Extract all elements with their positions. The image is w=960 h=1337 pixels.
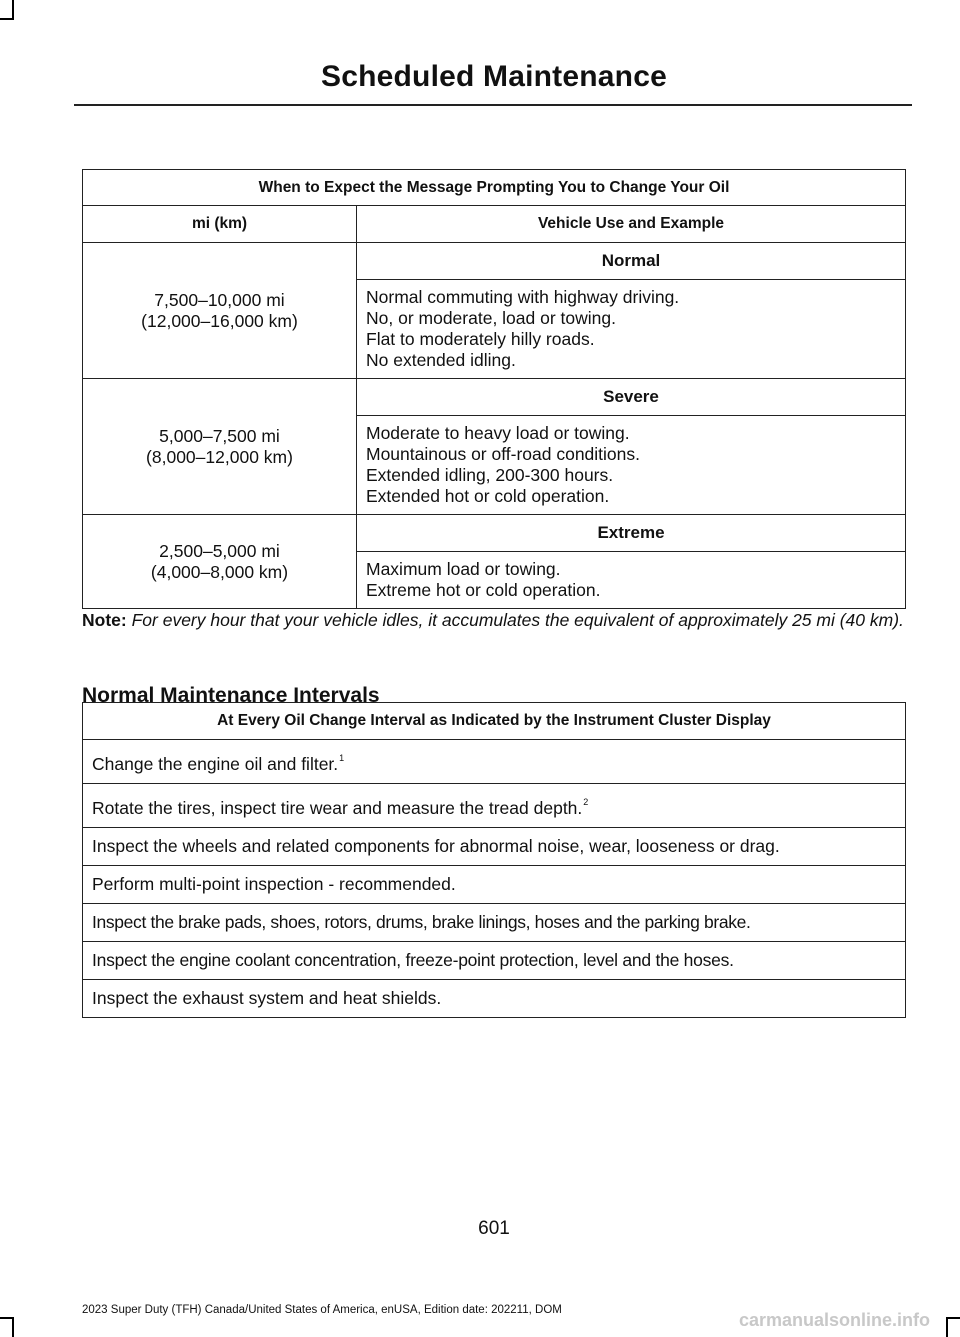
crop-mark	[946, 1317, 960, 1319]
note-text: For every hour that your vehicle idles, it accumulates the equivalent of approximately 25 mi (40 km).	[131, 610, 904, 630]
table-row	[83, 740, 906, 784]
interval-cell-normal	[83, 243, 357, 379]
note	[82, 609, 908, 631]
col-distance-header: mi (km)	[83, 206, 357, 243]
category-normal: Normal	[357, 243, 906, 280]
table-row	[83, 904, 906, 942]
table-row	[83, 942, 906, 980]
footnote-marker: 1	[339, 753, 345, 763]
crop-mark	[946, 1317, 948, 1337]
oil-table-title: When to Expect the Message Prompting You to Change Your Oil	[83, 170, 906, 206]
crop-mark	[0, 1317, 14, 1319]
example-line: Mountainous or off-road conditions.	[366, 444, 641, 464]
row-text: Change the engine oil and filter.	[92, 754, 339, 774]
row-text: Rotate the tires, inspect tire wear and measure the tread depth.	[92, 798, 583, 818]
interval-km: (8,000–12,000 km)	[146, 446, 293, 467]
table-row	[83, 828, 906, 866]
row-text: Inspect the engine coolant concentration, freeze-point protection, level and the hoses.	[92, 950, 734, 970]
interval-mi: 2,500–5,000 mi	[159, 540, 280, 561]
example-line: Flat to moderately hilly roads.	[366, 329, 595, 349]
example-line: Extended idling, 200-300 hours.	[366, 465, 614, 485]
maintenance-table-title: At Every Oil Change Interval as Indicated by the Instrument Cluster Display	[83, 703, 906, 740]
crop-mark	[0, 18, 14, 20]
section-heading: Normal Maintenance Intervals	[82, 684, 380, 707]
example-line: Moderate to heavy load or towing.	[366, 423, 630, 443]
example-line: No extended idling.	[366, 350, 516, 370]
example-line: Maximum load or towing.	[366, 559, 561, 579]
page-title: Scheduled Maintenance	[321, 60, 667, 93]
watermark: carmanualsonline.info	[738, 1310, 930, 1330]
crop-mark	[12, 0, 14, 20]
interval-mi: 7,500–10,000 mi	[154, 289, 285, 310]
examples-normal	[357, 280, 906, 379]
title-rule	[74, 104, 912, 106]
examples-extreme	[357, 552, 906, 609]
table-row	[83, 866, 906, 904]
example-line: Extreme hot or cold operation.	[366, 580, 601, 600]
row-text: Inspect the wheels and related components for abnormal noise, wear, looseness or drag.	[92, 836, 780, 856]
maintenance-table	[82, 702, 906, 1018]
interval-km: (12,000–16,000 km)	[141, 310, 298, 331]
crop-mark	[12, 1317, 14, 1337]
row-text: Inspect the exhaust system and heat shields.	[92, 988, 442, 1008]
table-row	[83, 980, 906, 1018]
interval-cell-extreme	[83, 515, 357, 609]
examples-severe	[357, 416, 906, 515]
table-row	[83, 784, 906, 828]
col-use-header: Vehicle Use and Example	[357, 206, 906, 243]
page-number: 601	[478, 1218, 510, 1239]
category-severe: Severe	[357, 379, 906, 416]
example-line: Extended hot or cold operation.	[366, 486, 610, 506]
row-text: Perform multi-point inspection - recommended.	[92, 874, 456, 894]
oil-change-table	[82, 169, 906, 609]
category-extreme: Extreme	[357, 515, 906, 552]
note-label: Note:	[82, 610, 127, 630]
example-line: No, or moderate, load or towing.	[366, 308, 616, 328]
footer: 2023 Super Duty (TFH) Canada/United States of America, enUSA, Edition date: 202211, DOM	[82, 1304, 562, 1316]
interval-cell-severe	[83, 379, 357, 515]
example-line: Normal commuting with highway driving.	[366, 287, 680, 307]
row-text: Inspect the brake pads, shoes, rotors, drums, brake linings, hoses and the parking brake.	[92, 912, 751, 932]
footnote-marker: 2	[583, 797, 589, 807]
interval-km: (4,000–8,000 km)	[150, 561, 289, 582]
interval-mi: 5,000–7,500 mi	[159, 425, 280, 446]
